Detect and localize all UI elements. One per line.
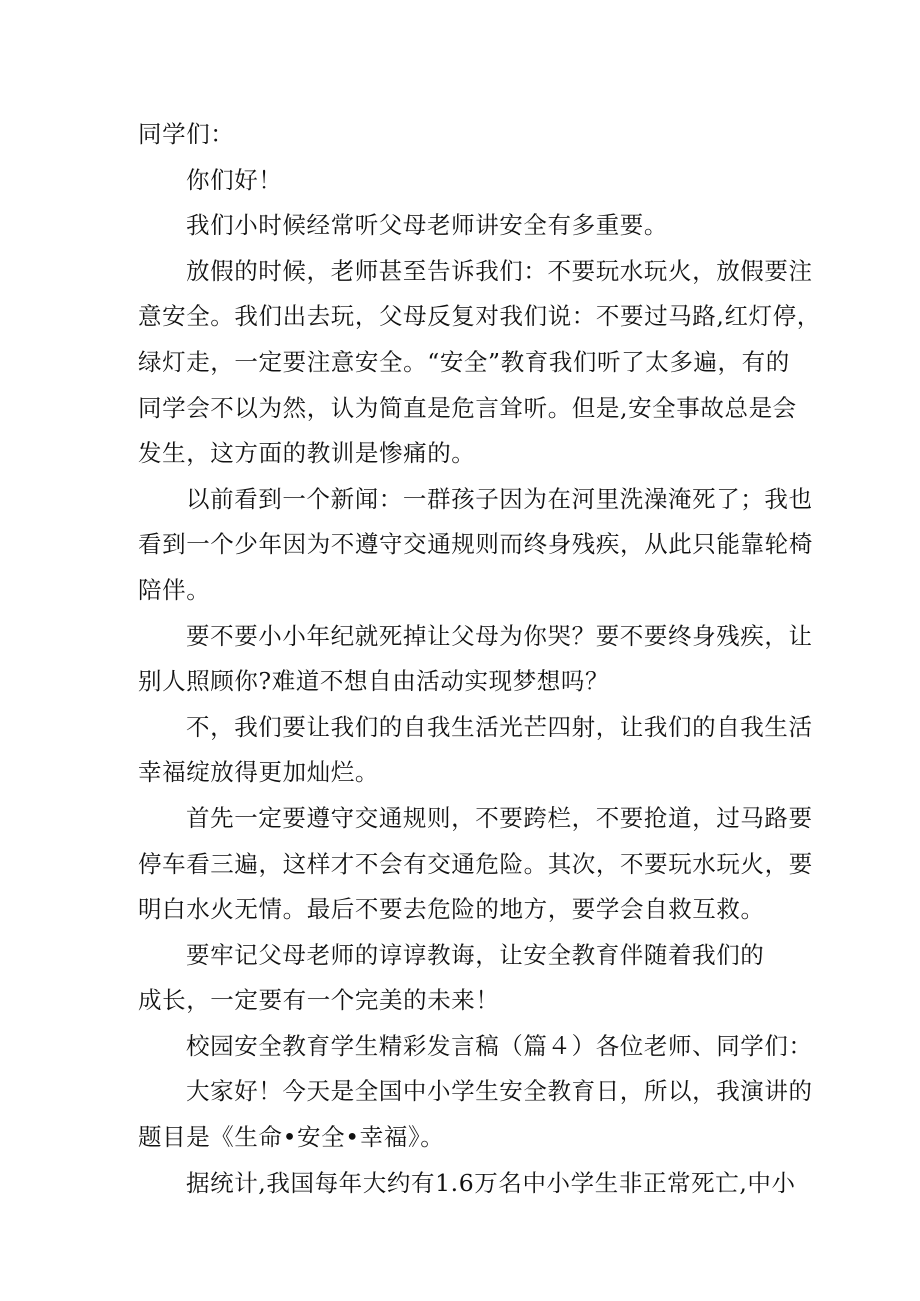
- text-line: 同学们：: [138, 120, 235, 148]
- paragraph: [138, 1024, 813, 1070]
- paragraph: [138, 705, 813, 796]
- text-line: 据统计,我国每年大约有1.6万名中小学生非正常死亡,中小: [186, 1168, 796, 1197]
- text-line: 陪伴。: [138, 575, 211, 604]
- text-line: 要不要小小年纪就死掉让父母为你哭？要不要终身残疾，让: [186, 621, 813, 650]
- text-line: 要牢记父母老师的谆谆教诲，让安全教育伴随着我们的: [186, 940, 765, 969]
- paragraph: [138, 477, 813, 614]
- paragraph: [138, 249, 821, 477]
- paragraph: [138, 796, 813, 933]
- text-line: 成长，一定要有一个完美的未来！: [138, 986, 500, 1015]
- paragraph: [138, 614, 813, 705]
- paragraph: [138, 112, 788, 158]
- text-line: 看到一个少年因为不遵守交通规则而终身残疾，从此只能靠轮椅: [138, 530, 813, 559]
- text-line: 校园安全教育学生精彩发言稿（篇４）各位老师、同学们：: [186, 1031, 813, 1060]
- text-line: 首先一定要遵守交通规则，不要跨栏，不要抢道，过马路要: [186, 803, 813, 832]
- text-line: 你们好！: [186, 165, 283, 194]
- text-line: 不，我们要让我们的自我生活光芒四射，让我们的自我生活: [186, 712, 813, 741]
- text-line: 题目是《生命•安全•幸福》。: [138, 1123, 445, 1152]
- text-line: 幸福绽放得更加灿烂。: [138, 758, 379, 787]
- text-line: 以前看到一个新闻：一群孩子因为在河里洗澡淹死了；我也: [186, 484, 813, 513]
- paragraph: [138, 1161, 796, 1207]
- text-line: 意安全。我们出去玩，父母反复对我们说：不要过马路,红灯停，: [138, 302, 821, 331]
- text-line: 我们小时候经常听父母老师讲安全有多重要。: [186, 211, 668, 240]
- paragraph: [138, 158, 788, 204]
- text-line: 明白水火无情。最后不要去危险的地方，要学会自救互救。: [138, 895, 765, 924]
- text-line: 别人照顾你?难道不想自由活动实现梦想吗？: [138, 667, 610, 696]
- text-line: 放假的时候，老师甚至告诉我们：不要玩水玩火，放假要注: [186, 256, 813, 285]
- paragraph: [138, 203, 788, 249]
- text-line: 绿灯走，一定要注意安全。“安全”教育我们听了太多遍，有的: [138, 347, 790, 376]
- text-line: 大家好！今天是全国中小学生安全教育日，所以，我演讲的: [186, 1077, 813, 1106]
- paragraph: [138, 1069, 813, 1160]
- text-line: 同学会不以为然，认为简直是危言耸听。但是,安全事故总是会: [138, 393, 797, 422]
- text-line: 发生，这方面的教训是惨痛的。: [138, 439, 476, 468]
- paragraph: [138, 933, 788, 1024]
- document-body: [138, 112, 821, 1206]
- text-line: 停车看三遍，这样才不会有交通危险。其次，不要玩水玩火，要: [138, 849, 813, 878]
